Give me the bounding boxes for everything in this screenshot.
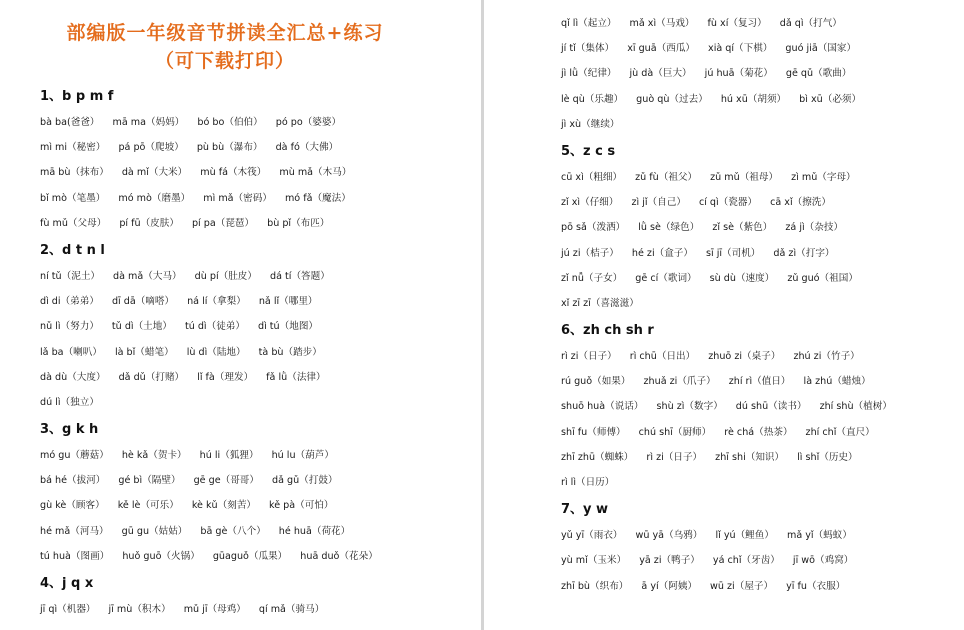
pinyin-word: ní tǔ（泥土）: [40, 270, 101, 282]
pinyin-word: fù xí（复习）: [707, 18, 767, 29]
word-row: [40, 186, 460, 211]
pinyin-word: dǎ dǔ（打赌）: [118, 371, 185, 383]
word-row: [561, 190, 951, 215]
pinyin-word: dì tú（地图）: [257, 321, 319, 333]
pinyin-word: mǎ xì（马戏）: [629, 18, 695, 29]
pinyin-word: pó po（婆婆）: [275, 117, 342, 128]
section-heading: 7、y w: [561, 502, 609, 518]
pinyin-word: nǎ lǐ（哪里）: [258, 296, 318, 308]
pinyin-word: yī fu（衣服）: [786, 580, 846, 592]
pinyin-word: zǐ xì（仔细）: [561, 197, 619, 209]
pinyin-word: shī fu（师傅）: [561, 426, 626, 438]
pinyin-word: bì xū（必须）: [799, 93, 862, 105]
word-row: [561, 291, 951, 316]
pinyin-word: hé zi（盒子）: [631, 247, 693, 259]
pinyin-word: bó bo（伯伯）: [197, 117, 263, 128]
pinyin-word: gū gu（姑姑）: [121, 525, 188, 537]
pinyin-word: dì di（弟弟）: [40, 296, 99, 308]
pinyin-word: fù mǔ（父母）: [40, 217, 107, 229]
pinyin-word: zhuǎ zi（爪子）: [643, 376, 716, 388]
word-row: [561, 523, 951, 548]
word-row: [40, 544, 460, 569]
pinyin-word: yù mǐ（玉米）: [561, 555, 627, 567]
right-page: [484, 0, 964, 630]
left-page: [0, 0, 481, 630]
pinyin-word: huǒ guō（火锅）: [122, 550, 200, 562]
word-row: [40, 340, 460, 365]
word-row: [561, 344, 951, 369]
right-column: [561, 11, 951, 599]
pinyin-word: mǎ yǐ（蚂蚁）: [786, 530, 852, 542]
pinyin-word: mù mǎ（木马）: [279, 167, 352, 179]
pinyin-word: cā xǐ（擦洗）: [770, 197, 831, 209]
pinyin-word: dī dā（嘀嗒）: [111, 296, 175, 308]
word-row: [40, 160, 460, 185]
pinyin-word: rú guǒ（如果）: [561, 376, 631, 388]
pinyin-word: gūaguǒ（瓜果）: [212, 550, 288, 562]
word-row: [561, 87, 951, 112]
pinyin-word: mó gu（蘑菇）: [40, 450, 109, 462]
pinyin-word: tú huà（图画）: [40, 550, 110, 562]
word-row: [40, 264, 460, 289]
pinyin-word: mù fá（木筏）: [200, 167, 267, 179]
page-title: 部编版一年级音节拼读全汇总+练习: [66, 22, 384, 44]
pinyin-word: mì mǎ（密码）: [203, 192, 272, 204]
word-row: [40, 211, 460, 236]
pinyin-word: hú lu（葫芦）: [271, 450, 334, 462]
pinyin-word: qǐ lì（起立）: [561, 18, 617, 29]
pinyin-word: dà mǎ（大马）: [113, 270, 182, 282]
word-row: [561, 266, 951, 291]
pinyin-word: bà ba(爸爸）: [40, 117, 100, 128]
pinyin-word: zhí chǐ（直尺）: [805, 426, 875, 438]
pinyin-word: lǐ yú（鲤鱼）: [715, 530, 774, 542]
pinyin-word: rì zi（日子）: [646, 451, 703, 463]
pinyin-word: kě lè（可乐）: [117, 500, 179, 512]
word-row: [561, 548, 951, 573]
pinyin-word: ā yí（阿姨）: [641, 580, 698, 592]
pinyin-word: rè chá（热茶）: [724, 426, 793, 438]
pinyin-word: zǐ sè（紫色）: [712, 222, 773, 234]
pinyin-word: xǐ zī zī（喜滋滋）: [561, 297, 639, 309]
pinyin-word: zì jǐ（自己）: [631, 197, 686, 209]
pinyin-word: huā duǒ（花朵）: [300, 550, 378, 562]
pinyin-word: dǎ zì（打字）: [773, 247, 835, 259]
left-column: [40, 82, 460, 622]
pinyin-word: bǐ mò（笔墨）: [40, 192, 106, 204]
pinyin-word: dú shū（读书）: [735, 401, 807, 413]
pinyin-word: yǔ yī（雨衣）: [561, 530, 623, 542]
pinyin-word: gē cí（歌词）: [635, 272, 697, 284]
pinyin-word: hè kǎ（贺卡）: [121, 450, 187, 462]
section-heading: 3、g k h: [40, 422, 99, 438]
word-row: [40, 519, 460, 544]
pinyin-word: cí qì（瓷器）: [698, 197, 758, 209]
pinyin-word: nǔ lì（努力）: [40, 321, 99, 333]
pinyin-word: shuō huà（说话）: [561, 401, 644, 413]
pinyin-word: mǔ jī（母鸡）: [183, 604, 246, 615]
pinyin-word: dú lì（独立）: [40, 396, 99, 408]
pinyin-word: mó fǎ（魔法）: [284, 192, 351, 204]
pinyin-word: guó jiā（国家）: [785, 43, 857, 55]
pinyin-word: kè kǔ（刻苦）: [191, 500, 257, 512]
pinyin-word: bá hé（拔河）: [40, 475, 106, 487]
pinyin-word: lǐ fà（理发）: [197, 371, 254, 383]
word-row: [561, 394, 951, 419]
pinyin-word: zhí rì（值日）: [728, 376, 791, 388]
word-row: [40, 493, 460, 518]
pinyin-word: mì mi（秘密）: [40, 142, 106, 154]
pinyin-word: dǎ qì（打气）: [779, 18, 842, 29]
word-row: [561, 574, 951, 599]
pinyin-word: pō sǎ（泼洒）: [561, 222, 626, 234]
pinyin-word: zhú zi（竹子）: [793, 351, 860, 363]
word-row: [561, 61, 951, 86]
pinyin-word: gù kè（顾客）: [40, 500, 105, 512]
pinyin-word: qí mǎ（骑马）: [258, 604, 325, 615]
pinyin-word: dù pí（肚皮）: [194, 270, 257, 282]
pinyin-word: lù dì（陆地）: [186, 346, 246, 358]
pinyin-word: ná lí（拿梨）: [187, 296, 246, 308]
pinyin-word: jú huā（菊花）: [704, 68, 773, 80]
section-heading: 1、b p m f: [40, 89, 114, 104]
pinyin-word: rì chū（日出）: [629, 351, 696, 363]
pinyin-word: gē qǔ（歌曲）: [785, 68, 852, 80]
section-heading: 6、zh ch sh r: [561, 323, 654, 339]
section-heading: 5、z c s: [561, 143, 616, 159]
word-row: [561, 215, 951, 240]
pinyin-word: yá chǐ（牙齿）: [712, 555, 780, 567]
word-row: [40, 135, 460, 160]
pinyin-word: jí tǐ（集体）: [561, 43, 615, 55]
section-heading: 2、d t n l: [40, 242, 105, 258]
pinyin-word: rì zi（日子）: [561, 351, 617, 363]
word-row: [561, 112, 951, 137]
pinyin-word: lǜ sè（绿色）: [638, 222, 700, 234]
pinyin-word: mā bù（抹布）: [40, 167, 109, 179]
pinyin-word: hé mǎ（河马）: [40, 525, 109, 537]
pinyin-word: hú xū（胡须）: [720, 93, 787, 105]
pinyin-word: dà fó（大佛）: [275, 142, 339, 154]
pinyin-word: yā zi（鸭子）: [639, 555, 700, 567]
pinyin-word: tǔ dì（土地）: [111, 321, 172, 333]
word-row: [561, 420, 951, 445]
word-row: [561, 241, 951, 266]
pinyin-word: lì shǐ（历史）: [797, 451, 858, 463]
word-row: [561, 445, 951, 470]
word-row: [40, 365, 460, 390]
pinyin-word: pù bù（瀑布）: [196, 142, 263, 154]
pinyin-word: dá tí（答题）: [270, 270, 330, 282]
pinyin-word: lǎ ba（喇叭）: [40, 346, 102, 358]
pinyin-word: zhuō zi（桌子）: [708, 351, 781, 363]
pinyin-word: zá jì（杂技）: [785, 222, 844, 234]
pinyin-word: jú zi（桔子）: [561, 247, 619, 259]
pinyin-word: chú shī（厨师）: [638, 426, 712, 438]
word-row: [561, 11, 951, 36]
pinyin-word: shù zì（数字）: [656, 401, 723, 413]
pinyin-word: zhī shi（知识）: [715, 451, 785, 463]
pinyin-word: sù dù（速度）: [709, 272, 775, 284]
pinyin-word: jī wō（鸡窝）: [792, 555, 854, 567]
pinyin-word: jì xù（继续）: [561, 118, 620, 130]
pinyin-word: zhí shù（植树）: [819, 401, 892, 413]
pinyin-word: wū zi（屋子）: [710, 580, 774, 592]
pinyin-word: pá pō（爬坡）: [118, 142, 184, 154]
pinyin-word: bā gè（八个）: [200, 525, 266, 537]
pinyin-word: zǔ fù（祖父）: [635, 171, 698, 183]
pinyin-word: dà dù（大度）: [40, 371, 106, 383]
word-row: [40, 314, 460, 339]
word-row: [561, 36, 951, 61]
word-row: [561, 369, 951, 394]
word-row: [40, 443, 460, 468]
pinyin-word: dà mǐ（大米）: [121, 167, 188, 179]
pinyin-word: zhī zhū（蜘蛛）: [561, 451, 634, 463]
pinyin-word: bù pǐ（布匹）: [267, 217, 330, 229]
pinyin-word: rì lì（日历）: [561, 477, 615, 488]
pinyin-word: lè qù（乐趣）: [561, 93, 624, 105]
pinyin-word: zǔ guó（祖国）: [787, 272, 858, 284]
pinyin-word: jì lǜ（纪律）: [561, 68, 617, 80]
pinyin-word: pí pa（琵琶）: [191, 217, 255, 229]
pinyin-word: kě pà（可怕）: [269, 500, 334, 512]
pinyin-word: xī guā（西瓜）: [627, 43, 696, 55]
page-subtitle: （可下载打印）: [154, 50, 295, 72]
pinyin-word: pí fū（皮肤）: [119, 217, 179, 229]
word-row: [40, 597, 460, 622]
pinyin-word: guò qù（过去）: [636, 93, 708, 105]
pinyin-word: mó mò（磨墨）: [118, 192, 191, 204]
pinyin-word: mā ma（妈妈）: [112, 117, 185, 128]
pinyin-word: zǐ nǚ（子女）: [561, 272, 623, 284]
pinyin-word: jī qì（机器）: [40, 604, 96, 615]
pinyin-word: sī jī（司机）: [705, 247, 761, 259]
pinyin-word: là zhú（蜡烛）: [803, 376, 871, 388]
section-heading: 4、j q x: [40, 576, 94, 591]
pinyin-word: hú li（狐狸）: [199, 450, 259, 462]
pinyin-word: jù dà（巨大）: [629, 68, 692, 80]
pinyin-word: xià qí（下棋）: [708, 43, 773, 55]
pinyin-word: cū xì（粗细）: [561, 171, 623, 183]
word-row: [40, 468, 460, 493]
word-row: [40, 289, 460, 314]
pinyin-word: gé bì（隔壁）: [118, 475, 181, 487]
word-row: [561, 165, 951, 190]
pinyin-word: tú dì（徒弟）: [184, 321, 245, 333]
word-row: [40, 390, 460, 415]
pinyin-word: tà bù（踏步）: [258, 346, 322, 358]
pinyin-word: zhī bù（织布）: [561, 580, 629, 592]
pinyin-word: dǎ gǔ（打鼓）: [271, 475, 338, 487]
word-row: [561, 470, 951, 495]
pinyin-word: zǔ mǔ（祖母）: [710, 171, 779, 183]
pinyin-word: fǎ lǜ（法律）: [266, 371, 326, 383]
pinyin-word: gē ge（哥哥）: [193, 475, 259, 487]
pinyin-word: zì mǔ（字母）: [791, 171, 856, 183]
pinyin-word: là bǐ（蜡笔）: [114, 346, 174, 358]
pinyin-word: hé huā（荷花）: [278, 525, 351, 537]
word-row: [40, 110, 460, 135]
pinyin-word: wū yā（乌鸦）: [635, 530, 703, 542]
pinyin-word: jī mù（积木）: [108, 604, 171, 615]
